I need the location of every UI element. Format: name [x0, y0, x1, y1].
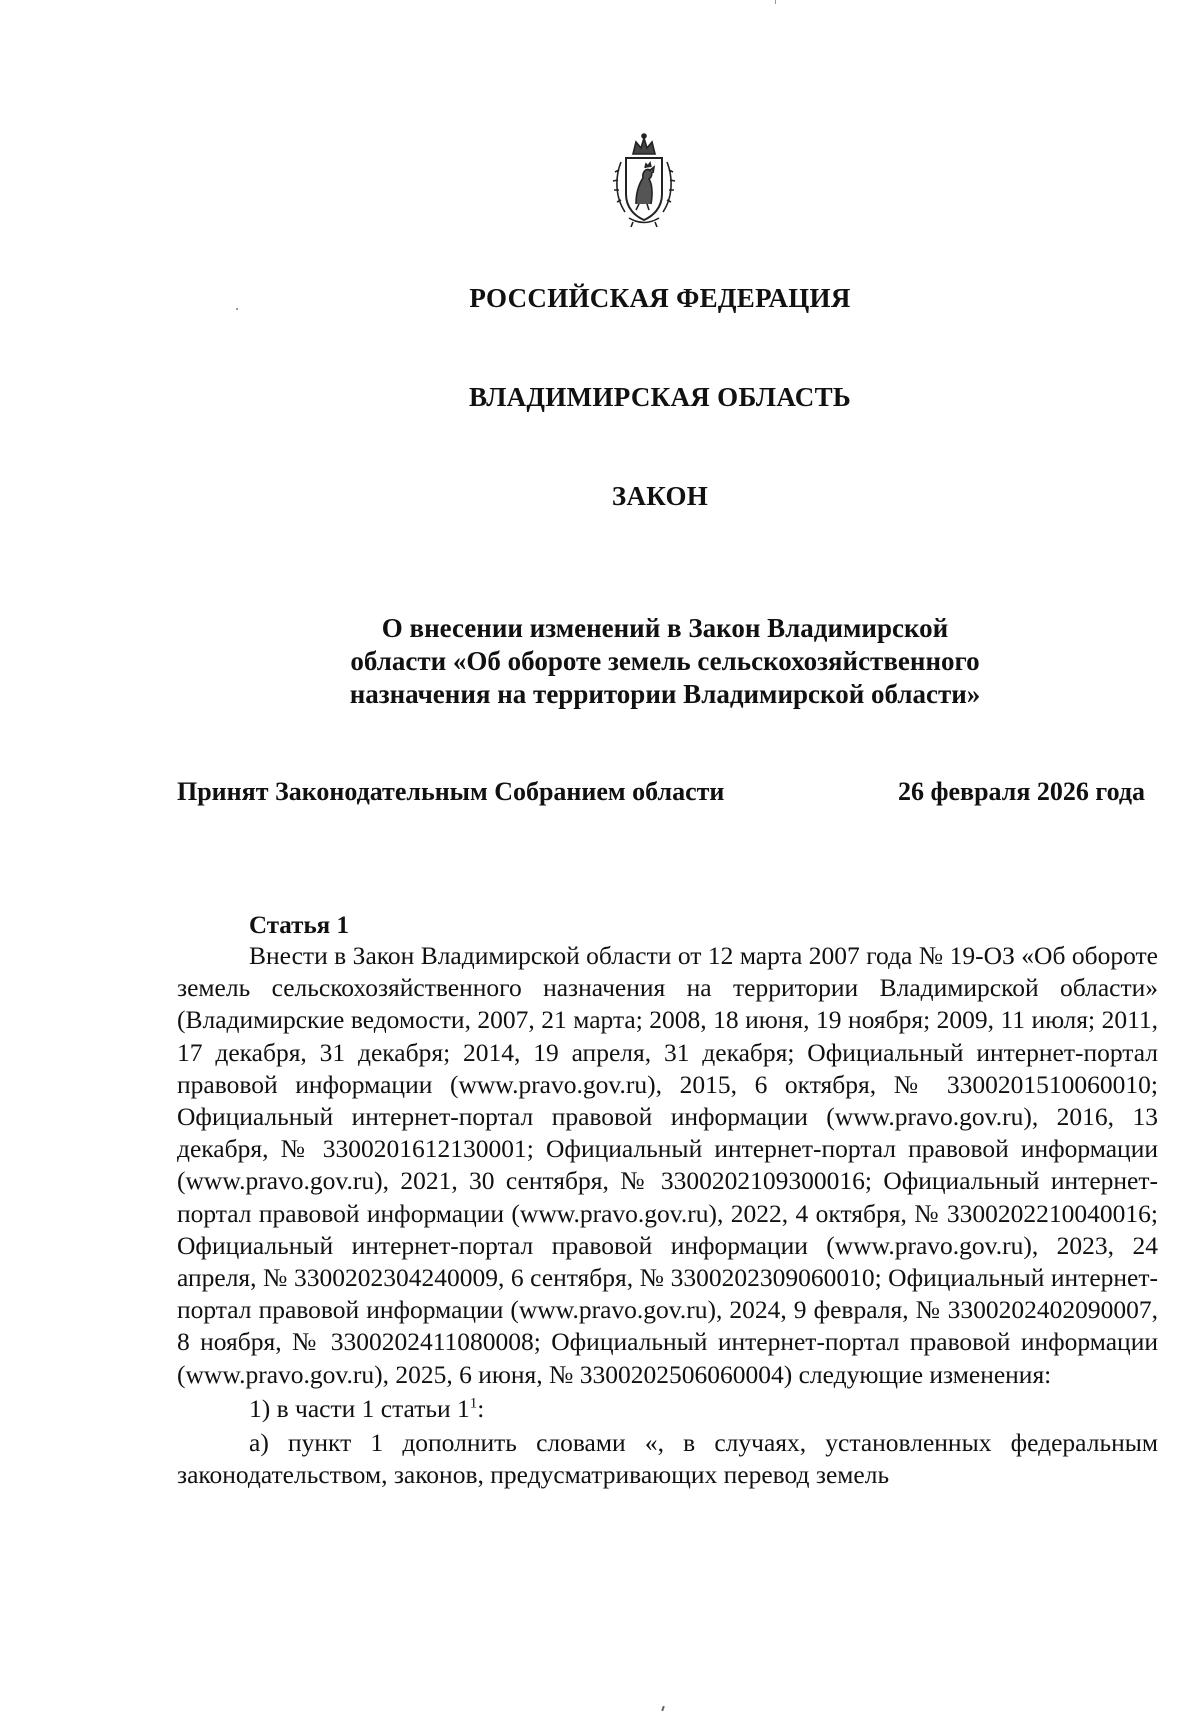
region-heading: ВЛАДИМИРСКАЯ ОБЛАСТЬ: [468, 382, 852, 412]
document-type-heading: ЗАКОН: [611, 481, 709, 511]
amendment-subitem: а) пункт 1 дополнить словами «, в случаях, установленных федеральным законодательством, законов, предусматривающих перевод земель: [177, 1428, 1158, 1490]
law-title-line: области «Об обороте земель сельскохозяйственного: [350, 646, 980, 676]
adopted-by-label: Принят Законодательным Собранием области: [177, 777, 725, 806]
amendment-item-superscript: 1: [469, 1395, 478, 1412]
article-heading: Статья 1: [249, 912, 349, 939]
coat-of-arms-icon: [611, 132, 677, 228]
amendment-item-suffix: :: [477, 1393, 485, 1423]
article-intro-paragraph: Внести в Закон Владимирской области от 12 марта 2007 года № 19-ОЗ «Об обороте земель сельскохозяйственного назначения на территории Владимирской области» (Владимирские ведомости, 2007, 21 марта; 2008, 18 июня, 19 ноября; 2009, 11 июля; 2011, 17 декабря, 31 декабря; 2014, 19 апреля, 31 декабря; Официальный интернет-портал правовой информации (www.pravo.gov.ru), 2015, 6 октября, № 3300201510060010; Официальный интернет-портал правовой информации (www.pravo.gov.ru), 2016, 13 декабря, № 3300201612130001; Официальный интернет-портал правовой информации (www.pravo.gov.ru), 2021, 30 сентября, № 3300202109300016; Официальный интернет-портал правовой информации (www.pravo.gov.ru), 2022, 4 октября, № 3300202210040016; Официальный интернет-портал правовой информации (www.pravo.gov.ru), 2023, 24 апреля, № 3300202304240009, 6 сентября, № 3300202309060010; Официальный интернет-портал правовой информации (www.pravo.gov.ru), 2024, 9 февраля, № 3300202402090007, 8 ноября, № 3300202411080008; Официальный интернет-портал правовой информации (www.pravo.gov.ru), 2025, 6 июня, № 3300202506060004) следующие изменения:: [177, 941, 1158, 1389]
law-title-line: О внесении изменений в Закон Владимирской: [381, 613, 949, 643]
law-title: [300, 612, 1030, 711]
scan-speck: [236, 308, 238, 310]
amendment-item: [177, 1393, 1158, 1425]
amendment-item-text: 1) в части 1 статьи 1: [249, 1393, 470, 1423]
law-title-line: назначения на территории Владимирской области»: [349, 679, 981, 709]
country-heading: РОССИЙСКАЯ ФЕДЕРАЦИЯ: [469, 283, 851, 313]
scan-speck: [661, 1706, 665, 1711]
adoption-date: 26 февраля 2026 года: [898, 777, 1145, 806]
scan-speck: [775, 0, 776, 4]
article-body: [177, 940, 1158, 1491]
